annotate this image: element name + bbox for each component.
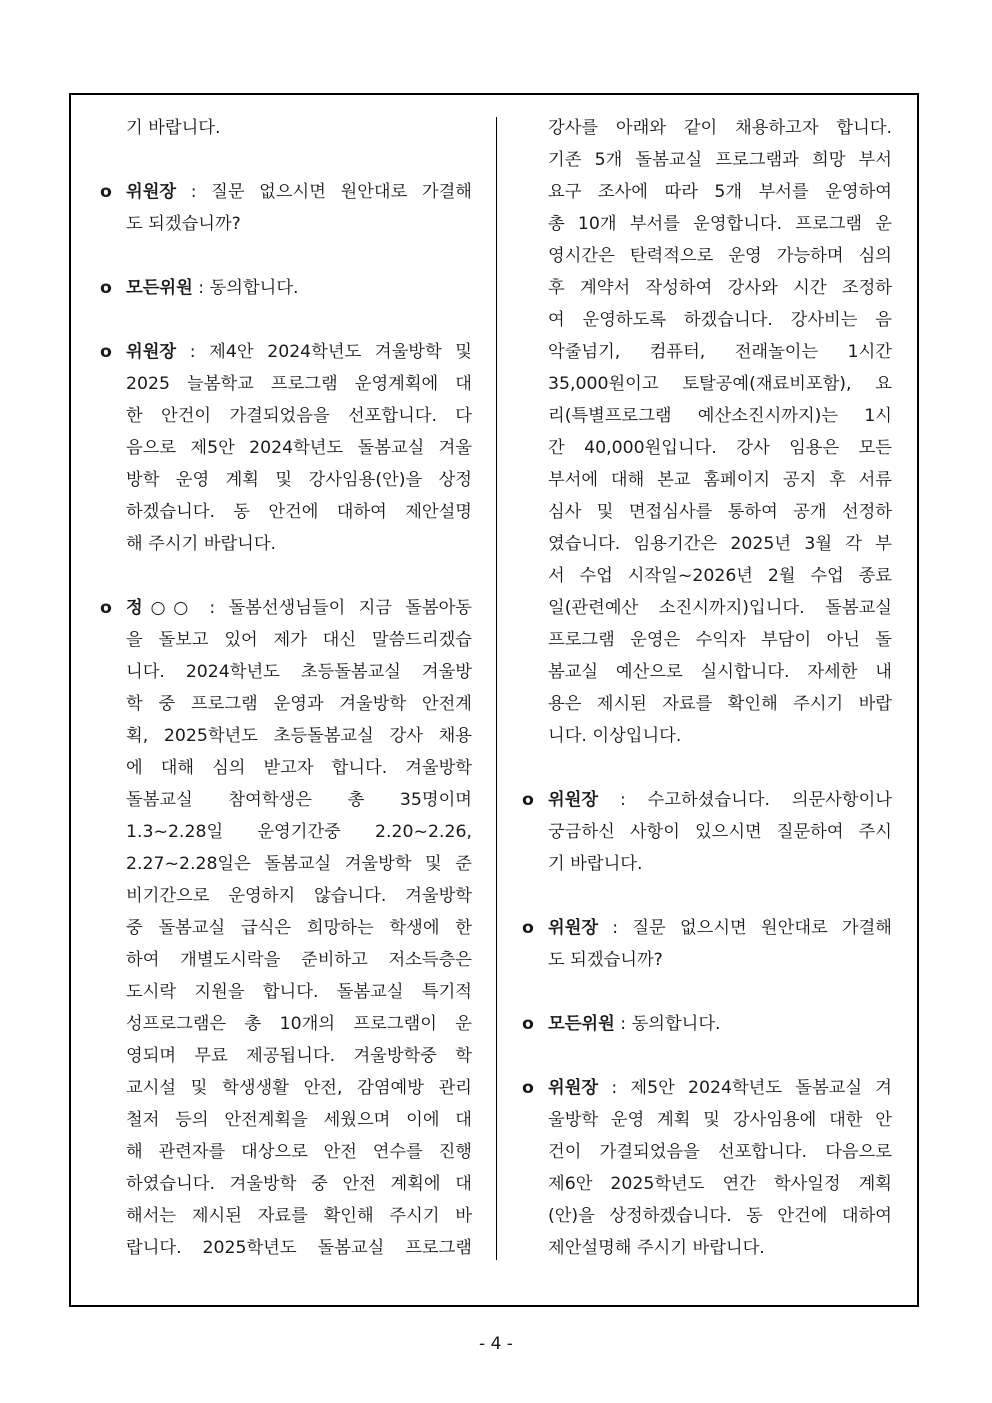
text-line <box>126 176 472 208</box>
text-line <box>126 944 472 976</box>
line-text: (안)을 상정하겠습니다. 동 안건에 대하여 <box>548 1206 892 1226</box>
text-line <box>126 1008 472 1040</box>
speech-paragraph <box>522 912 892 976</box>
bullet-marker: o <box>100 598 112 618</box>
bullet-marker: o <box>522 1078 534 1098</box>
speech-body <box>126 272 472 304</box>
line-text: 학 중 프로그램 운영과 겨울방학 안전계 <box>126 694 472 714</box>
text-line <box>548 784 892 816</box>
line-text: 건이 가결되었음을 선포합니다. 다음으로 <box>548 1142 892 1162</box>
line-text: 랍니다. 2025학년도 돌봄교실 프로그램 <box>126 1238 472 1258</box>
text-line <box>126 880 472 912</box>
speech-paragraph <box>100 592 472 1264</box>
text-line <box>126 336 472 368</box>
text-line: 요구 조사에 따라 5개 부서를 운영하여 <box>548 182 892 202</box>
text-line <box>126 1136 472 1168</box>
text-line: 서 수업 시작일~2026년 2월 수업 종료 <box>548 566 892 586</box>
line-text: 을 돌보고 있어 제가 대신 말씀드리겠습 <box>126 630 472 650</box>
text-line <box>548 1072 892 1104</box>
bullet-marker: o <box>100 182 112 202</box>
speech-paragraph <box>522 1008 892 1040</box>
line-text: 교시설 및 학생생활 안전, 감염예방 관리 <box>126 1078 472 1098</box>
text-line <box>126 976 472 1008</box>
line-text: 니다. 2024학년도 초등돌봄교실 겨울방 <box>126 662 472 682</box>
line-text: 에 대해 심의 받고자 합니다. 겨울방학 <box>126 758 472 778</box>
line-text: 하겠습니다. 동 안건에 대하여 제안설명 <box>126 502 472 522</box>
line-text: 도 되겠습니까? <box>126 214 241 234</box>
line-text: 영되며 무료 제공됩니다. 겨울방학중 학 <box>126 1046 472 1066</box>
line-text: 제6안 2025학년도 연간 학사일정 계획 <box>548 1174 892 1194</box>
text-line <box>126 1040 472 1072</box>
text-line: 였습니다. 임용기간은 2025년 3월 각 부 <box>548 534 892 554</box>
text-line <box>126 496 472 528</box>
line-text: 돌봄교실 참여학생은 총 35명이며 <box>126 790 472 810</box>
text-line <box>126 400 472 432</box>
text-line: 기 바랍니다. <box>126 118 221 138</box>
text-line <box>126 1232 472 1264</box>
line-text: 제안설명해 주시기 바랍니다. <box>548 1238 765 1258</box>
line-text: 2025 늘봄학교 프로그램 운영계획에 대 <box>126 374 472 394</box>
line-text: 획, 2025학년도 초등돌봄교실 강사 채용 <box>126 726 472 746</box>
text-line: 여 운영하도록 하겠습니다. 강사비는 음 <box>548 310 892 330</box>
line-text: 철저 등의 안전계획을 세웠으며 이에 대 <box>126 1110 472 1130</box>
text-line <box>126 208 472 240</box>
speaker-name: 위원장 <box>548 790 599 810</box>
text-line: 후 계약서 작성하여 강사와 시간 조정하 <box>548 278 892 298</box>
text-line <box>548 1232 892 1264</box>
speaker-name: 위원장 <box>548 1078 599 1098</box>
speaker-name: 위원장 <box>548 918 599 938</box>
text-line <box>548 816 892 848</box>
text-line <box>126 912 472 944</box>
text-line <box>126 432 472 464</box>
line-text: 울방학 운영 계획 및 강사임용에 대한 안 <box>548 1110 892 1130</box>
text-line <box>126 1072 472 1104</box>
continuation-paragraph <box>522 112 892 752</box>
speech-paragraph <box>522 1072 892 1264</box>
line-text: 궁금하신 사항이 있으시면 질문하여 주시 <box>548 822 892 842</box>
text-line <box>548 848 892 880</box>
text-line <box>126 592 472 624</box>
text-line <box>548 1136 892 1168</box>
line-text: 해 관련자를 대상으로 안전 연수를 진행 <box>126 1142 472 1162</box>
text-line <box>126 1168 472 1200</box>
text-line: 용은 제시된 자료를 확인해 주시기 바랍 <box>548 694 892 714</box>
bullet-marker: o <box>100 278 112 298</box>
line-text: 비기간으로 운영하지 않습니다. 겨울방학 <box>126 886 472 906</box>
line-text: 도 되겠습니까? <box>548 950 663 970</box>
text-line <box>548 944 892 976</box>
left-column <box>100 112 472 1296</box>
text-line: 기존 5개 돌봄교실 프로그램과 희망 부서 <box>548 150 892 170</box>
text-line <box>126 752 472 784</box>
text-line: 리(특별프로그램 예산소진시까지)는 1시 <box>548 406 892 426</box>
speaker-name: 위원장 <box>126 182 177 202</box>
line-text: 1.3~2.28일 운영기간중 2.20~2.26, <box>126 822 472 842</box>
speech-body <box>548 1072 892 1264</box>
line-text: 2.27~2.28일은 돌봄교실 겨울방학 및 준 <box>126 854 472 874</box>
line-text: 해 주시기 바랍니다. <box>126 534 277 554</box>
bullet-marker: o <box>522 790 534 810</box>
text-line <box>126 528 472 560</box>
line-text: : 동의합니다. <box>614 1014 721 1034</box>
speech-paragraph <box>100 272 472 304</box>
text-line <box>126 368 472 400</box>
bullet-marker: o <box>522 918 534 938</box>
text-line <box>126 272 472 304</box>
continuation-paragraph <box>100 112 472 144</box>
text-line: 일(관련예산 소진시까지)입니다. 돌봄교실 <box>548 598 892 618</box>
page-number: - 4 - <box>479 1334 513 1354</box>
speech-body <box>548 784 892 880</box>
text-line <box>126 464 472 496</box>
text-line <box>126 816 472 848</box>
text-line: 35,000원이고 토탈공예(재료비포함), 요 <box>548 374 892 394</box>
text-line <box>126 848 472 880</box>
line-text: 중 돌봄교실 급식은 희망하는 학생에 한 <box>126 918 472 938</box>
text-line <box>126 1200 472 1232</box>
text-line <box>126 720 472 752</box>
text-line: 총 10개 부서를 운영합니다. 프로그램 운 <box>548 214 892 234</box>
text-line: 부서에 대해 본교 홈페이지 공지 후 서류 <box>548 470 892 490</box>
line-text: : 제5안 2024학년도 돌봄교실 겨 <box>598 1078 892 1098</box>
text-line: 강사를 아래와 같이 채용하고자 합니다. <box>548 118 892 138</box>
continuation-body <box>548 112 892 752</box>
speech-body <box>126 592 472 1264</box>
speech-body <box>548 912 892 976</box>
text-line: 프로그램 운영은 수익자 부담이 아닌 돌 <box>548 630 892 650</box>
line-text: 하여 개별도시락을 준비하고 저소득층은 <box>126 950 472 970</box>
text-line: 봄교실 예산으로 실시합니다. 자세한 내 <box>548 662 892 682</box>
line-text: : 제4안 2024학년도 겨울방학 및 <box>176 342 472 362</box>
line-text: : 돌봄선생님들이 지금 돌봄아동 <box>196 598 472 618</box>
text-line <box>126 656 472 688</box>
speech-body <box>126 336 472 560</box>
line-text: : 동의합니다. <box>192 278 299 298</box>
text-line <box>126 784 472 816</box>
speaker-name: 위원장 <box>126 342 177 362</box>
text-line: 악줄넘기, 컴퓨터, 전래놀이는 1시간 <box>548 342 892 362</box>
speech-body <box>126 176 472 240</box>
text-line <box>126 1104 472 1136</box>
text-line <box>548 1104 892 1136</box>
speech-paragraph <box>100 176 472 240</box>
line-text: : 질문 없으시면 원안대로 가결해 <box>598 918 892 938</box>
text-line: 니다. 이상입니다. <box>548 726 682 746</box>
line-text: 음으로 제5안 2024학년도 돌봄교실 겨울 <box>126 438 472 458</box>
speech-paragraph <box>100 336 472 560</box>
bullet-marker: o <box>100 342 112 362</box>
text-line <box>548 1200 892 1232</box>
speech-body <box>548 1008 892 1040</box>
line-text: 성프로그램은 총 10개의 프로그램이 운 <box>126 1014 472 1034</box>
right-column <box>522 112 892 1296</box>
line-text: : 질문 없으시면 원안대로 가결해 <box>176 182 472 202</box>
line-text: 해서는 제시된 자료를 확인해 주시기 바 <box>126 1206 472 1226</box>
speaker-name: 모든위원 <box>126 278 193 298</box>
line-text: : 수고하셨습니다. 의문사항이나 <box>598 790 892 810</box>
speech-paragraph <box>522 784 892 880</box>
line-text: 하였습니다. 겨울방학 중 안전 계획에 대 <box>126 1174 472 1194</box>
text-line <box>548 1168 892 1200</box>
line-text: 한 안건이 가결되었음을 선포합니다. 다 <box>126 406 472 426</box>
bullet-marker: o <box>522 1014 534 1034</box>
line-text: 방학 운영 계획 및 강사임용(안)을 상정 <box>126 470 472 490</box>
speaker-name: 모든위원 <box>548 1014 615 1034</box>
line-text: 기 바랍니다. <box>548 854 643 874</box>
speaker-name: 정○○ <box>126 598 197 618</box>
line-text: 도시락 지원을 합니다. 돌봄교실 특기적 <box>126 982 472 1002</box>
text-line <box>548 1008 892 1040</box>
text-line <box>548 912 892 944</box>
column-divider <box>496 117 497 1260</box>
text-line: 간 40,000원입니다. 강사 임용은 모든 <box>548 438 892 458</box>
text-line: 영시간은 탄력적으로 운영 가능하며 심의 <box>548 246 892 266</box>
text-line <box>126 688 472 720</box>
text-line: 심사 및 면접심사를 통하여 공개 선정하 <box>548 502 892 522</box>
text-line <box>126 624 472 656</box>
